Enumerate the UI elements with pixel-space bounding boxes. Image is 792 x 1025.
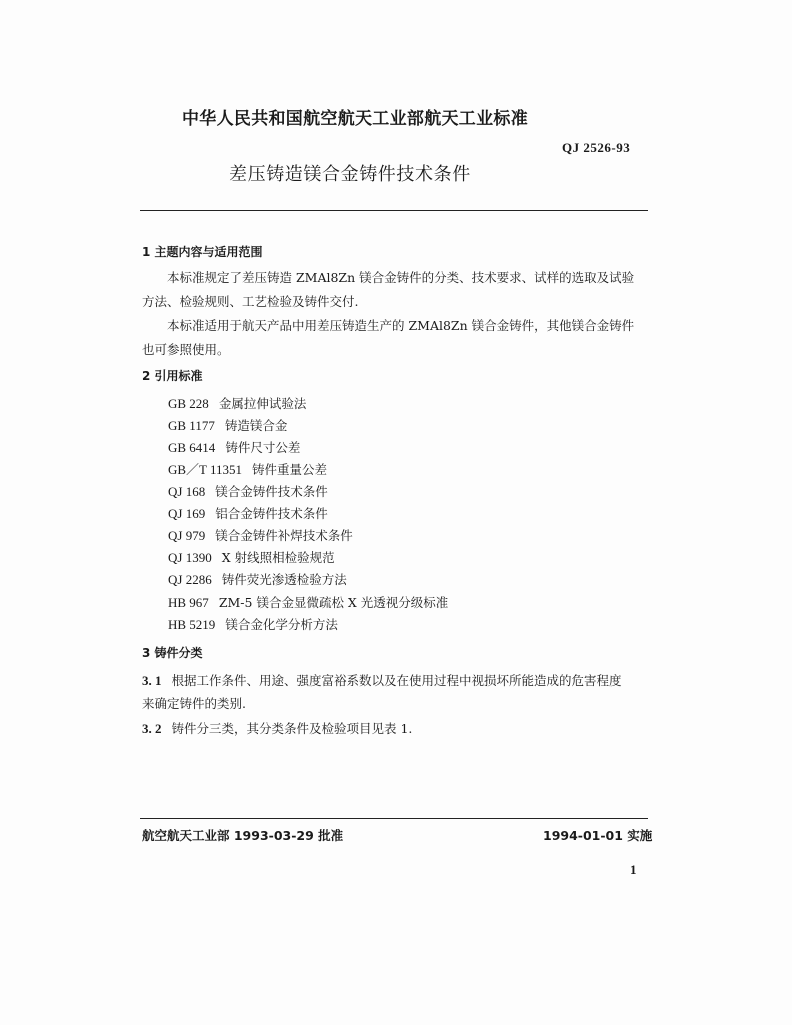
clause-text: 根据工作条件、用途、强度富裕系数以及在使用过程中视损坏所能造成的危害程度 bbox=[171, 673, 622, 688]
section-1-paragraph-1-line-2: 方法、检验规则、工艺检验及铸件交付. bbox=[142, 294, 359, 309]
reference-code: GB 1177 bbox=[168, 418, 215, 433]
reference-name: 金属拉伸试验法 bbox=[218, 396, 307, 411]
reference-item bbox=[168, 481, 328, 500]
section-2-heading: 2 引用标准 bbox=[142, 369, 203, 383]
footer-divider bbox=[140, 818, 648, 819]
reference-code: GB 6414 bbox=[168, 440, 216, 455]
reference-item bbox=[168, 525, 353, 544]
section-1-paragraph-1-line-1: 本标准规定了差压铸造 ZMAl8Zn 镁合金铸件的分类、技术要求、试样的选取及试验 bbox=[167, 270, 635, 285]
reference-name: 铸造镁合金 bbox=[224, 418, 288, 433]
reference-code: QJ 979 bbox=[168, 528, 206, 543]
section-3-heading: 3 铸件分类 bbox=[142, 646, 203, 660]
reference-code: GB 228 bbox=[168, 396, 209, 411]
reference-code: QJ 169 bbox=[168, 506, 206, 521]
reference-item bbox=[168, 503, 328, 522]
reference-code: HB 5219 bbox=[168, 617, 216, 632]
clause-3-2 bbox=[142, 718, 412, 737]
reference-name: ZM-5 镁合金显微疏松 X 光透视分级标准 bbox=[218, 595, 449, 610]
section-1-paragraph-2-line-2: 也可参照使用。 bbox=[142, 342, 230, 357]
section-1-heading: 1 主题内容与适用范围 bbox=[142, 245, 263, 259]
clause-text: 铸件分三类，其分类条件及检验项目见表 1. bbox=[171, 721, 413, 736]
clause-number: 3. 1 bbox=[142, 673, 162, 688]
clause-3-1-line-1 bbox=[142, 670, 622, 689]
reference-name: 铸件尺寸公差 bbox=[225, 440, 301, 455]
reference-name: 镁合金化学分析方法 bbox=[225, 617, 338, 632]
reference-name: 铝合金铸件技术条件 bbox=[215, 506, 328, 521]
section-1-paragraph-2-line-1: 本标准适用于航天产品中用差压铸造生产的 ZMAl8Zn 镁合金铸件，其他镁合金铸件 bbox=[167, 318, 635, 333]
document-title: 差压铸造镁合金铸件技术条件 bbox=[229, 164, 471, 185]
reference-name: 铸件荧光渗透检验方法 bbox=[221, 572, 347, 587]
clause-number: 3. 2 bbox=[142, 721, 162, 736]
reference-code: HB 967 bbox=[168, 595, 209, 610]
reference-item bbox=[168, 393, 306, 412]
approval-date: 航空航天工业部 1993-03-29 批准 bbox=[142, 828, 344, 843]
page-number: 1 bbox=[630, 862, 637, 877]
standard-code: QJ 2526-93 bbox=[562, 140, 631, 155]
effective-date: 1994-01-01 实施 bbox=[543, 828, 653, 843]
issuing-organization: 中华人民共和国航空航天工业部航天工业标准 bbox=[182, 109, 528, 129]
reference-item bbox=[168, 592, 448, 611]
reference-item bbox=[168, 547, 335, 566]
reference-item bbox=[168, 459, 327, 478]
clause-3-1-line-2: 来确定铸件的类别. bbox=[142, 696, 246, 711]
reference-code: QJ 168 bbox=[168, 484, 206, 499]
reference-code: QJ 1390 bbox=[168, 550, 212, 565]
reference-item bbox=[168, 569, 347, 588]
reference-item bbox=[168, 415, 287, 434]
reference-code: GB／T 11351 bbox=[168, 462, 243, 477]
reference-name: 镁合金铸件补焊技术条件 bbox=[215, 528, 353, 543]
reference-item bbox=[168, 614, 338, 633]
reference-code: QJ 2286 bbox=[168, 572, 212, 587]
reference-item bbox=[168, 437, 300, 456]
reference-name: 铸件重量公差 bbox=[252, 462, 328, 477]
reference-name: X 射线照相检验规范 bbox=[221, 550, 335, 565]
reference-name: 镁合金铸件技术条件 bbox=[215, 484, 328, 499]
header-divider bbox=[140, 210, 648, 211]
